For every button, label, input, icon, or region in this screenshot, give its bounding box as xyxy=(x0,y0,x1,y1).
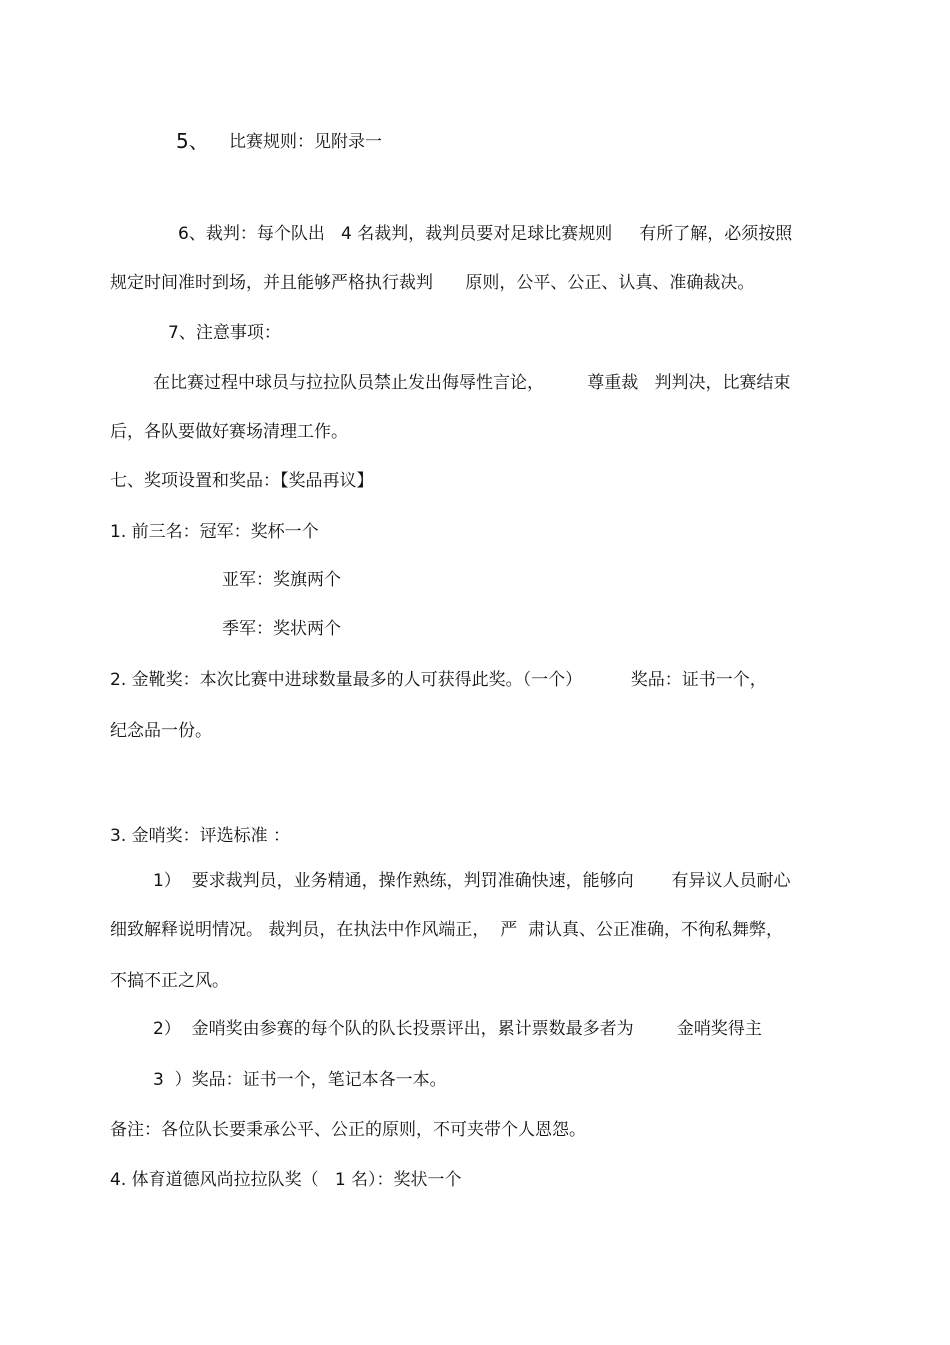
award1-line2: 亚军：奖旗两个 xyxy=(222,570,341,590)
item7-heading: 7、注意事项： xyxy=(168,323,281,343)
item7-line1: 在比赛过程中球员与拉拉队员禁止发出侮辱性言论， 尊重裁 判判决，比赛结束 xyxy=(153,373,791,393)
award3-p1-line3: 不搞不正之风。 xyxy=(110,971,229,991)
award2-line2: 纪念品一份。 xyxy=(110,721,212,741)
award2-line1: 2. 金靴奖：本次比赛中进球数量最多的人可获得此奖。（一个） 奖品：证书一个， xyxy=(110,670,767,690)
note-text: 备注：各位队长要秉承公平、公正的原则，不可夹带个人恩怨。 xyxy=(110,1120,586,1140)
award3-p1-line2: 细致解释说明情况。 裁判员，在执法中作风端正， 严 肃认真、公正准确，不徇私舞弊， xyxy=(110,920,784,940)
award3-p2: 2） 金哨奖由参赛的每个队的队长投票评出，累计票数最多者为 金哨奖得主 xyxy=(153,1019,762,1039)
section7-heading: 七、奖项设置和奖品：【奖品再议】 xyxy=(110,471,374,491)
award3-p1-line1: 1） 要求裁判员，业务精通，操作熟练，判罚准确快速，能够向 有异议人员耐心 xyxy=(153,871,791,891)
item5-number: 5、 xyxy=(176,129,209,153)
award3-p3: 3 ）奖品：证书一个，笔记本各一本。 xyxy=(153,1070,447,1090)
item5-text: 比赛规则：见附录一 xyxy=(229,132,382,152)
award4-text: 4. 体育道德风尚拉拉队奖（ 1 名）：奖状一个 xyxy=(110,1170,462,1190)
award1-line3: 季军：奖状两个 xyxy=(222,619,341,639)
item6-line1: 6、裁判：每个队出 4 名裁判，裁判员要对足球比赛规则 有所了解，必须按照 xyxy=(178,224,793,244)
award3-heading: 3. 金哨奖：评选标准 ： xyxy=(110,826,291,846)
award1-line1: 1. 前三名：冠军：奖杯一个 xyxy=(110,522,319,542)
item6-line2: 规定时间准时到场，并且能够严格执行裁判 原则，公平、公正、认真、准确裁决。 xyxy=(110,273,755,293)
item7-line2: 后，各队要做好赛场清理工作。 xyxy=(110,422,348,442)
